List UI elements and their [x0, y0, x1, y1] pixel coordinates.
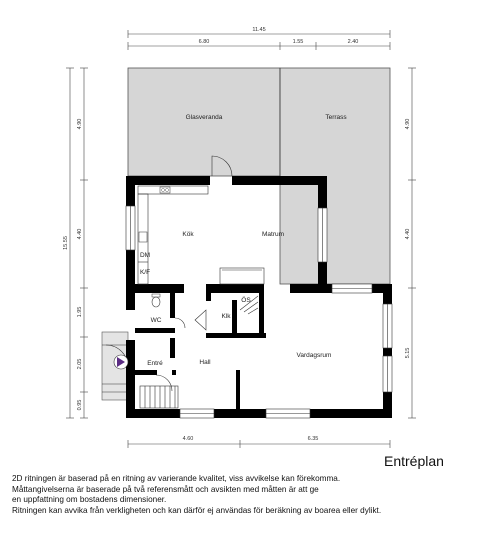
hall-door-arc — [156, 375, 172, 391]
disclaimer-line: 2D ritningen är baserad på en ritning av varierande kvalitet, viss avvikelse kan förekomma. — [12, 474, 341, 483]
interior-stairs — [140, 386, 178, 408]
room-label-os: ÖS — [241, 297, 251, 304]
room-label-terrass: Terrass — [325, 114, 347, 121]
dim-right-seg2: 4.40 — [405, 228, 411, 240]
dim-left-seg2: 4.40 — [77, 228, 83, 240]
room-label-dm: DM — [139, 252, 151, 259]
dim-bottom-seg1: 4.60 — [182, 436, 194, 442]
room-label-kf: K/F — [139, 269, 151, 276]
floor-title: Entréplan — [384, 453, 444, 469]
disclaimer-line: Ritningen kan avvika från verkligheten och kan därför ej användas för beräkning av boarea eller dylikt. — [12, 505, 382, 515]
disclaimer-line: Måttangivelserna är baserade på två referensmått och avsikten med måtten är att ge — [12, 484, 319, 494]
room-label-hall: Hall — [199, 359, 211, 366]
dim-left-seg4: 2.05 — [77, 358, 83, 370]
room-label-vardagsrum: Vardagsrum — [296, 352, 332, 359]
disclaimer — [12, 474, 474, 516]
room-label-kok: Kök — [182, 231, 194, 238]
entrance-arrow-icon — [114, 355, 128, 369]
room-label-entre: Entré — [147, 360, 163, 367]
dim-top-total: 11.45 — [252, 27, 266, 33]
dim-left-seg5: 0.95 — [77, 399, 83, 411]
dim-right-seg3: 5.15 — [405, 347, 411, 359]
dim-left-seg3: 1.95 — [77, 306, 83, 318]
disclaimer-line: en uppfattning om bostadens dimensioner. — [12, 495, 167, 505]
dim-left-total: 15.55 — [63, 236, 69, 250]
dim-top-seg3: 2.40 — [347, 39, 359, 45]
dim-bottom-seg2: 6.35 — [307, 436, 319, 442]
room-label-wc: WC — [150, 317, 162, 324]
room-label-matrum: Matrum — [261, 231, 285, 238]
counter-matrum — [220, 268, 264, 284]
room-label-glasveranda: Glasveranda — [185, 114, 223, 121]
dim-top-seg2: 1.55 — [292, 39, 304, 45]
dimensions-bottom — [128, 440, 390, 448]
glasveranda-area — [128, 68, 280, 176]
klk-door — [195, 310, 206, 330]
dim-top-seg1: 6.80 — [198, 39, 210, 45]
room-label-klk: Klk — [221, 313, 231, 320]
dim-right-seg1: 4.90 — [405, 118, 411, 130]
dim-left-seg1: 4.90 — [77, 118, 83, 130]
